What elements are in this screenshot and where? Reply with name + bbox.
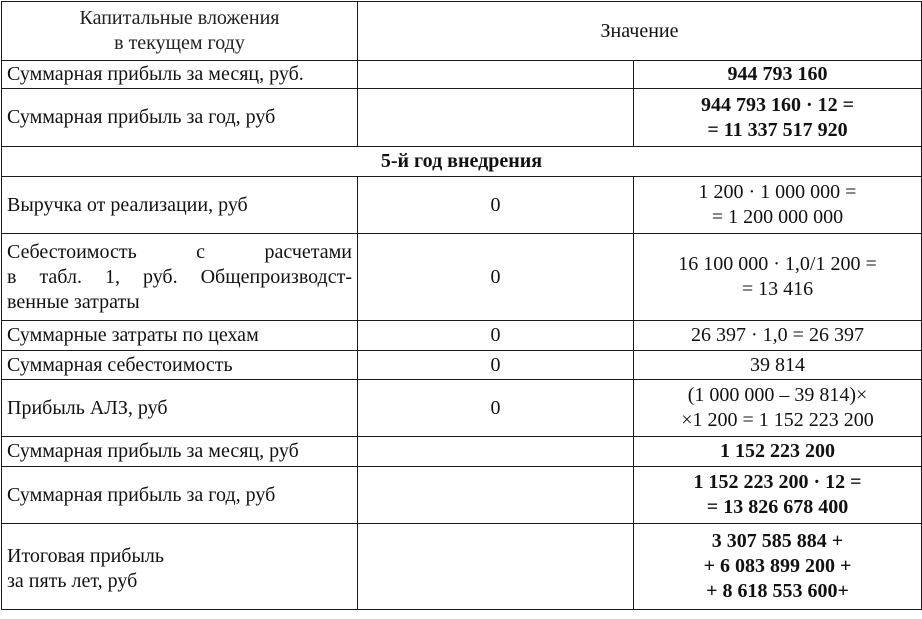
row-label-line: Суммарная прибыль за год, руб bbox=[7, 483, 276, 506]
row-value-line: = 11 337 517 920 bbox=[707, 118, 848, 141]
row-label bbox=[2, 177, 358, 234]
row-label-line: за пять лет, руб bbox=[7, 570, 138, 592]
row-value bbox=[634, 177, 922, 234]
row-value bbox=[634, 234, 922, 321]
row-value-line: = 13 826 678 400 bbox=[706, 496, 849, 518]
section-row bbox=[2, 147, 922, 177]
table-row bbox=[2, 89, 922, 147]
row-label bbox=[2, 380, 358, 437]
row-value-line: = 1 200 000 000 bbox=[711, 206, 844, 228]
row-middle: 0 bbox=[358, 351, 634, 380]
header-left-line: Капитальные вложения bbox=[79, 7, 280, 29]
table-row bbox=[2, 437, 922, 467]
row-value bbox=[634, 524, 922, 610]
row-value bbox=[634, 321, 922, 351]
header-capital-investments bbox=[2, 2, 358, 61]
row-label-line: Суммарная прибыль за год, руб bbox=[7, 106, 276, 128]
row-middle: 0 bbox=[358, 234, 634, 321]
row-middle bbox=[358, 61, 634, 89]
row-label bbox=[2, 437, 358, 467]
row-label-line: Выручка от реализации, руб bbox=[7, 193, 248, 216]
row-label-line: Суммарная прибыль за месяц, руб. bbox=[7, 63, 304, 85]
row-middle bbox=[358, 524, 634, 610]
row-value-line: 944 793 160 · 12 = bbox=[700, 93, 855, 116]
row-label-line: Итоговая прибыль bbox=[7, 545, 165, 567]
row-label bbox=[2, 351, 358, 380]
row-value bbox=[634, 380, 922, 437]
profit-table bbox=[1, 1, 922, 610]
row-value-line: 3 307 585 884 + bbox=[711, 530, 844, 552]
row-value-line: + 6 083 899 200 + bbox=[703, 555, 852, 577]
table-row bbox=[2, 524, 922, 610]
header-left-line: в текущем году bbox=[114, 32, 245, 54]
row-value-line: 26 397 · 1,0 = 26 397 bbox=[691, 324, 864, 346]
row-label bbox=[2, 234, 358, 321]
row-middle bbox=[358, 467, 634, 524]
table-row bbox=[2, 321, 922, 351]
row-value-line: ×1 200 = 1 152 223 200 bbox=[681, 409, 874, 431]
table-row bbox=[2, 61, 922, 89]
row-value-line: (1 000 000 – 39 814)× bbox=[687, 384, 868, 406]
row-label-line: Прибыль АЛЗ, руб bbox=[7, 396, 168, 419]
row-label bbox=[2, 321, 358, 351]
table-row bbox=[2, 351, 922, 380]
row-middle bbox=[358, 437, 634, 467]
row-value-line: 1 152 223 200 bbox=[720, 440, 835, 462]
row-label-line: венные затраты bbox=[7, 290, 140, 313]
row-label bbox=[2, 89, 358, 147]
table-row bbox=[2, 177, 922, 234]
row-label-line: Суммарная прибыль за месяц, руб bbox=[7, 440, 299, 462]
row-value bbox=[634, 467, 922, 524]
table-row bbox=[2, 234, 922, 321]
table-row bbox=[2, 380, 922, 437]
row-label bbox=[2, 61, 358, 89]
row-middle bbox=[358, 89, 634, 147]
row-middle: 0 bbox=[358, 177, 634, 234]
row-label-line: в табл. 1, руб. Общепроизводст- bbox=[7, 265, 352, 288]
row-value-line: 1 200 · 1 000 000 = bbox=[698, 181, 857, 203]
row-label bbox=[2, 524, 358, 610]
row-label bbox=[2, 467, 358, 524]
row-value bbox=[634, 89, 922, 147]
row-value bbox=[634, 351, 922, 380]
row-value bbox=[634, 437, 922, 467]
header-row bbox=[2, 2, 922, 61]
table-row bbox=[2, 467, 922, 524]
row-value-line: 944 793 160 bbox=[727, 63, 828, 85]
row-label-line: Себестоимость с расчетами bbox=[7, 240, 352, 263]
row-value-line: 1 152 223 200 · 12 = bbox=[693, 471, 862, 493]
row-value-line: 16 100 000 · 1,0/1 200 = bbox=[678, 253, 877, 275]
row-value bbox=[634, 61, 922, 89]
header-value: Значение bbox=[358, 2, 922, 61]
section-title: 5-й год внедрения bbox=[2, 147, 922, 177]
row-value-line: = 13 416 bbox=[741, 278, 814, 300]
row-middle: 0 bbox=[358, 321, 634, 351]
row-label-line: Суммарная себестоимость bbox=[7, 353, 233, 376]
row-value-line: + 8 618 553 600+ bbox=[706, 580, 849, 602]
row-label-line: Суммарные затраты по цехам bbox=[7, 324, 259, 346]
row-value-line: 39 814 bbox=[750, 353, 805, 376]
row-middle: 0 bbox=[358, 380, 634, 437]
